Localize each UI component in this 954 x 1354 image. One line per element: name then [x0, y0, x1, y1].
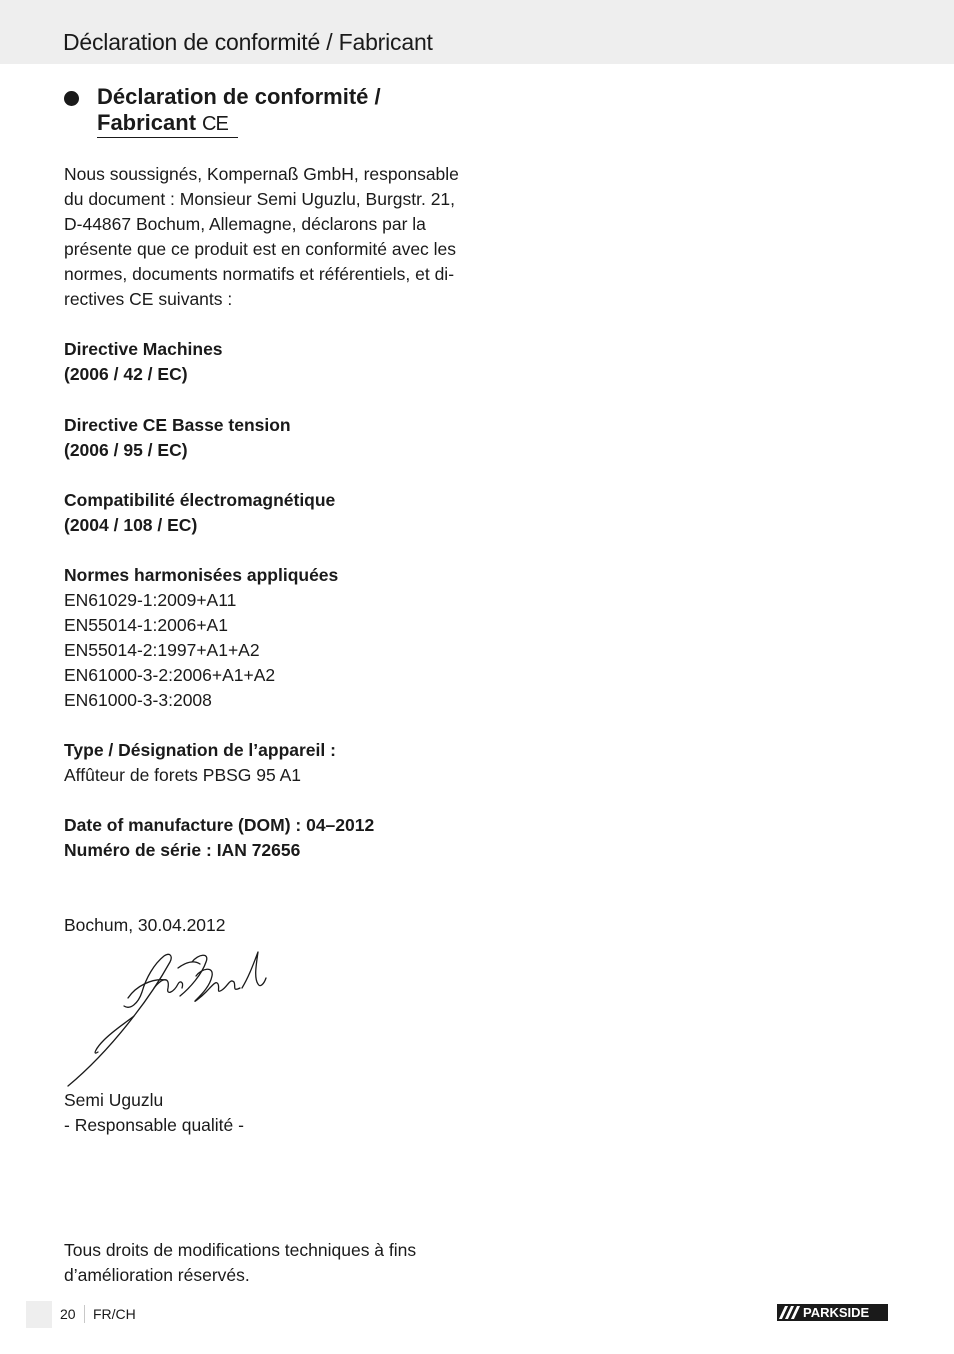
notice-line: Tous droits de modifications techniques à fins [64, 1240, 417, 1260]
standard-item: EN61000-3-3:2008 [64, 690, 212, 710]
manufacture-date: Date of manufacture (DOM) : 04–2012 [64, 815, 375, 835]
standard-item: EN55014-1:2006+A1 [64, 615, 228, 635]
standard-item: EN61000-3-2:2006+A1+A2 [64, 665, 276, 685]
manufacture-info [64, 813, 464, 863]
standards-list [64, 563, 464, 713]
section-bullet-icon [64, 91, 79, 106]
directive-low-voltage [64, 413, 464, 463]
notice-line: d’amélioration réservés. [64, 1265, 250, 1285]
footer-divider [84, 1305, 85, 1323]
standards-heading: Normes harmonisées appliquées [64, 565, 339, 585]
brand-logo [777, 1304, 888, 1321]
directive-machines [64, 337, 464, 387]
footer-marker [26, 1301, 52, 1328]
standard-item: EN55014-2:1997+A1+A2 [64, 640, 260, 660]
section-heading-word: Fabricant [97, 110, 197, 135]
intro-line: du document : Monsieur Semi Uguzlu, Burgstr. 21, [64, 189, 456, 209]
device-heading: Type / Désignation de l’appareil : [64, 740, 336, 760]
device-designation [64, 738, 464, 788]
intro-paragraph [64, 162, 464, 312]
intro-line: D-44867 Bochum, Allemagne, déclarons par la [64, 214, 426, 234]
standard-item: EN61029-1:2009+A11 [64, 590, 237, 610]
intro-line: présente que ce produit est en conformité avec les [64, 239, 457, 259]
place-date [64, 913, 464, 938]
place-date-text: Bochum, 30.04.2012 [64, 915, 226, 935]
page-number: 20 [60, 1306, 76, 1322]
directive-title: Directive CE Basse tension [64, 415, 291, 435]
rights-notice [64, 1238, 464, 1288]
directive-emc [64, 488, 464, 538]
language-code: FR/CH [93, 1306, 136, 1322]
heading-underline [97, 137, 238, 138]
intro-line: Nous soussignés, Kompernaß GmbH, responsable [64, 164, 459, 184]
brand-name: PARKSIDE [803, 1305, 870, 1320]
brand-stripes-icon [782, 1306, 797, 1319]
ce-mark-icon: CE [202, 113, 228, 135]
header-band [0, 0, 954, 64]
directive-title: Directive Machines [64, 339, 223, 359]
section-heading-line2 [97, 110, 381, 137]
section-heading-line1: Déclaration de conformité / [97, 84, 381, 109]
directive-title: Compatibilité électromagnétique [64, 490, 336, 510]
signatory-name: Semi Uguzlu [64, 1090, 164, 1110]
signatory-role: - Responsable qualité - [64, 1115, 244, 1135]
section-heading [97, 84, 381, 137]
directive-number: (2006 / 42 / EC) [64, 364, 188, 384]
signatory [64, 1088, 464, 1138]
directive-number: (2006 / 95 / EC) [64, 440, 188, 460]
device-value: Affûteur de forets PBSG 95 A1 [64, 765, 302, 785]
intro-line: rectives CE suivants : [64, 289, 233, 309]
serial-number: Numéro de série : IAN 72656 [64, 840, 301, 860]
intro-line: normes, documents normatifs et référentiels, et di- [64, 264, 455, 284]
page-title: Déclaration de conformité / Fabricant [63, 29, 433, 55]
signature-icon [62, 948, 272, 1090]
directive-number: (2004 / 108 / EC) [64, 515, 198, 535]
